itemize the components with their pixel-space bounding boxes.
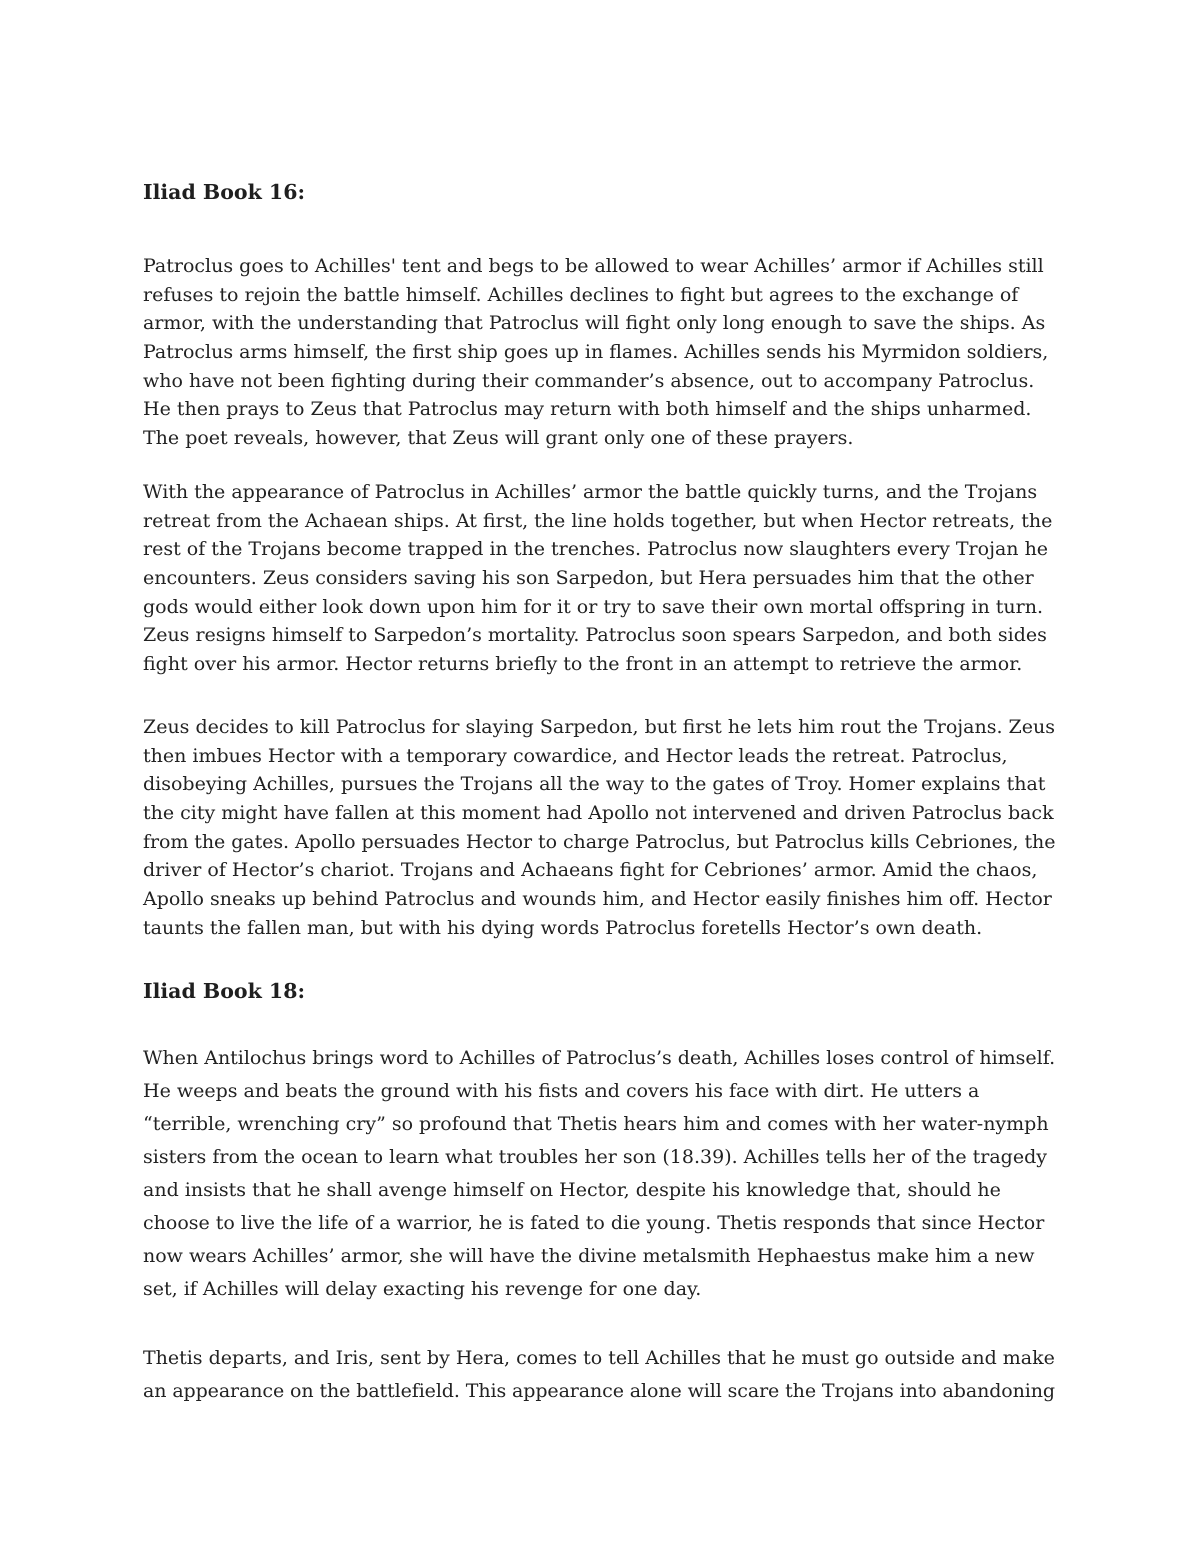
text-line: With the appearance of Patroclus in Achilles’ armor the battle quickly turns, and the Trojans (143, 481, 1038, 503)
text-line: When Antilochus brings word to Achilles of Patroclus’s death, Achilles loses control of himself. (143, 1047, 1056, 1069)
text-line: from the gates. Apollo persuades Hector to charge Patroclus, but Patroclus kills Cebriones, the (143, 830, 1056, 853)
text-line: rest of the Trojans become trapped in the trenches. Patroclus now slaughters every Trojan he (143, 538, 1049, 561)
text-line: Patroclus goes to Achilles' tent and begs to be allowed to wear Achilles’ armor if Achilles still (143, 255, 1044, 277)
text-line: armor, with the understanding that Patroclus will fight only long enough to save the ships. As (143, 312, 1046, 335)
text-line: refuses to rejoin the battle himself. Achilles declines to fight but agrees to the exchange of (143, 283, 1019, 306)
text-line: fight over his armor. Hector returns briefly to the front in an attempt to retrieve the armor. (143, 653, 1023, 676)
text-line: choose to live the life of a warrior, he is fated to die young. Thetis responds that since Hector (143, 1212, 1045, 1234)
paragraph-book18-2 (143, 1342, 1055, 1408)
section-heading-book-16: Iliad Book 16: (143, 180, 306, 204)
paragraph-book16-2 (143, 478, 1052, 679)
paragraph-book16-1 (143, 252, 1048, 453)
text-line: sisters from the ocean to learn what troubles her son (18.39). Achilles tells her of the tragedy (143, 1146, 1047, 1168)
text-line: set, if Achilles will delay exacting his revenge for one day. (143, 1278, 702, 1300)
text-line: driver of Hector’s chariot. Trojans and Achaeans fight for Cebriones’ armor. Amid the chaos, (143, 859, 1038, 882)
text-line: retreat from the Achaean ships. At first, the line holds together, but when Hector retreats, the (143, 509, 1053, 532)
text-line: now wears Achilles’ armor, she will have the divine metalsmith Hephaestus make him a new (143, 1245, 1035, 1267)
text-line: “terrible, wrenching cry” so profound that Thetis hears him and comes with her water-nymph (143, 1113, 1049, 1135)
text-line: Patroclus arms himself, the first ship goes up in flames. Achilles sends his Myrmidon soldiers, (143, 341, 1049, 364)
text-line: an appearance on the battlefield. This appearance alone will scare the Trojans into abandoning (143, 1380, 1055, 1402)
text-line: encounters. Zeus considers saving his son Sarpedon, but Hera persuades him that the other (143, 567, 1034, 590)
text-line: Apollo sneaks up behind Patroclus and wounds him, and Hector easily finishes him off. Hector (143, 888, 1052, 911)
text-line: who have not been fighting during their commander’s absence, out to accompany Patroclus. (143, 369, 1035, 392)
section-heading-book-18: Iliad Book 18: (143, 979, 306, 1003)
text-line: and insists that he shall avenge himself on Hector, despite his knowledge that, should he (143, 1179, 1001, 1201)
text-line: taunts the fallen man, but with his dying words Patroclus foretells Hector’s own death. (143, 916, 983, 939)
text-line: He then prays to Zeus that Patroclus may return with both himself and the ships unharmed. (143, 398, 1032, 421)
text-line: Thetis departs, and Iris, sent by Hera, comes to tell Achilles that he must go outside and make (143, 1347, 1055, 1369)
text-line: He weeps and beats the ground with his fists and covers his face with dirt. He utters a (143, 1080, 980, 1102)
text-line: The poet reveals, however, that Zeus will grant only one of these prayers. (143, 427, 854, 450)
text-line: Zeus resigns himself to Sarpedon’s mortality. Patroclus soon spears Sarpedon, and both sides (143, 624, 1047, 647)
paragraph-book18-1 (143, 1042, 1055, 1306)
text-line: the city might have fallen at this moment had Apollo not intervened and driven Patroclus back (143, 802, 1054, 825)
text-line: Zeus decides to kill Patroclus for slaying Sarpedon, but first he lets him rout the Trojans. Zeus (143, 716, 1055, 738)
text-line: disobeying Achilles, pursues the Trojans all the way to the gates of Troy. Homer explains that (143, 773, 1046, 796)
paragraph-book16-3 (143, 713, 1055, 943)
text-line: gods would either look down upon him for it or try to save their own mortal offspring in turn. (143, 595, 1044, 618)
text-line: then imbues Hector with a temporary cowardice, and Hector leads the retreat. Patroclus, (143, 744, 1008, 767)
